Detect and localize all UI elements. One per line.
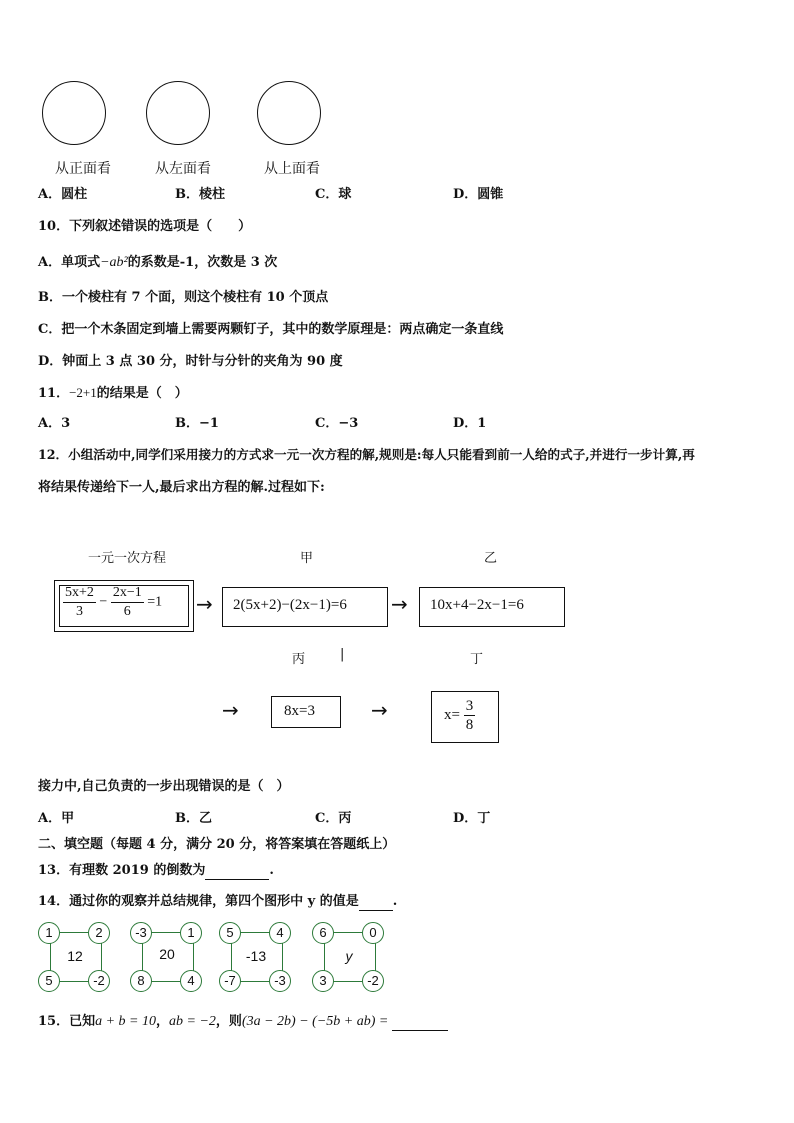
label-bar: | [340,647,345,662]
left-view-label: 从左面看 [155,161,211,177]
q13-answer-blank[interactable] [205,863,269,880]
node-bottom-left: 5 [38,970,60,992]
node-bottom-right: 4 [180,970,202,992]
arrow-3: → [222,698,239,722]
q15-sep: ， [156,1014,170,1029]
top-view-label: 从上面看 [264,161,320,177]
fraction-1-denominator: 3 [75,604,83,619]
node-bottom-right: -2 [88,970,110,992]
node-top-right: 0 [362,922,384,944]
equation-ding [444,697,475,734]
q10-option-a [38,255,277,271]
section-2-heading: 二、填空题（每题 4 分，满分 20 分，将答案填在答题纸上） [38,837,396,852]
front-view-circle [42,81,106,145]
label-equation: 一元一次方程 [88,551,167,566]
label-bing: 丙 [292,652,306,667]
q11-option-b: B．−1 [175,416,219,431]
q9-option-b: B．棱柱 [175,187,225,202]
q13-end: . [269,863,274,878]
node-top-left: 6 [312,922,334,944]
q14-text: 14．通过你的观察并总结规律，第四个图形中 y 的值是 [38,894,359,909]
q11-option-c: C．−3 [315,416,359,431]
q11-expr: −2+1 [69,385,97,400]
fraction-1 [63,584,96,621]
q15-mid: ，则 [215,1014,242,1029]
figure-center-value: y [345,948,353,964]
node-bottom-left: -7 [219,970,241,992]
label-yi: 乙 [484,551,498,566]
minus-sign: − [99,594,108,610]
fraction-2-numerator: 2x−1 [111,584,144,603]
q15 [38,1014,448,1031]
figure-center-value: -13 [245,948,267,964]
label-ding: 丁 [470,652,484,667]
node-bottom-left: 8 [130,970,152,992]
node-bottom-right: -3 [269,970,291,992]
equation-original [63,584,162,621]
q10-a-prefix: A．单项式 [38,255,101,270]
q13-text: 13．有理数 2019 的倒数为 [38,863,206,878]
label-jia: 甲 [300,551,314,566]
fraction-3-8-numerator: 3 [465,698,474,714]
front-view-label: 从正面看 [55,161,111,177]
q12-question: 接力中,自己负责的一步出现错误的是（ ） [38,779,290,794]
figure-center-value: 12 [67,948,83,964]
node-top-right: 4 [269,922,291,944]
top-view-circle [257,81,321,145]
arrow-4: → [371,698,388,722]
equation-yi: 10x+4−2x−1=6 [430,597,524,613]
equation-box-jia [222,587,388,627]
equation-rhs: =1 [147,594,163,610]
node-top-right: 2 [88,922,110,944]
q12-stem-line1: 12．小组活动中,同学们采用接力的方式求一元一次方程的解,规则是:每人只能看到前一人给的式子,并进行一步计算,再 [38,447,695,462]
q10-a-expr: −ab² [100,255,128,270]
q15-expr1: a + b = 10 [95,1014,156,1029]
q15-expr2: ab = −2 [169,1014,216,1029]
node-top-left: 5 [219,922,241,944]
pattern-figure-1 [38,920,108,992]
node-top-left: -3 [130,922,152,944]
equation-box-original [54,580,194,632]
q14-end: . [392,894,398,909]
equation-box-bing [271,696,341,728]
q12-option-c: C．丙 [315,811,352,826]
equation-box-yi [419,587,565,627]
pattern-figure-3 [219,920,289,992]
q9-option-d: D．圆锥 [453,187,504,202]
q14-answer-blank[interactable] [359,894,393,911]
pattern-figure-4 [312,920,382,992]
q11-stem [38,385,188,402]
equation-box-ding [431,691,499,743]
fraction-2-denominator: 6 [123,604,131,619]
equation-bing: 8x=3 [284,703,315,719]
q11-option-a: A．3 [38,416,71,431]
q11-prefix: 11． [38,386,70,401]
pattern-figure-2 [130,920,200,992]
q15-answer-blank[interactable] [392,1014,448,1031]
fraction-2 [111,584,144,621]
q10-option-b: B．一个棱柱有 7 个面，则这个棱柱有 10 个顶点 [38,290,329,305]
q13 [38,863,274,880]
node-bottom-left: 3 [312,970,334,992]
q14 [38,894,397,911]
q11-option-d: D．1 [453,416,487,431]
q12-option-a: A．甲 [38,811,75,826]
q15-expr3: (3a − 2b) − (−5b + ab) = [241,1014,389,1029]
equation-ding-lhs: x= [444,707,460,723]
q10-a-suffix: 的系数是-1，次数是 3 次 [127,255,278,270]
q10-option-c: C．把一个木条固定到墙上需要两颗钉子，其中的数学原理是：两点确定一条直线 [38,322,504,337]
q12-option-b: B．乙 [175,811,212,826]
arrow-2: → [391,592,408,616]
node-top-right: 1 [180,922,202,944]
q11-suffix: 的结果是（ ） [96,386,188,401]
figure-center-value: 20 [159,946,175,962]
fraction-3-8-denominator: 8 [465,717,474,733]
q12-option-d: D．丁 [453,811,491,826]
node-bottom-right: -2 [362,970,384,992]
q10-stem: 10．下列叙述错误的选项是（ ） [38,219,252,234]
q9-option-c: C．球 [315,187,352,202]
fraction-3-8 [464,697,476,734]
q10-option-d: D．钟面上 3 点 30 分，时针与分针的夹角为 90 度 [38,354,343,369]
arrow-1: → [196,592,213,616]
node-top-left: 1 [38,922,60,944]
equation-jia: 2(5x+2)−(2x−1)=6 [233,597,347,613]
q12-stem-line2: 将结果传递给下一人,最后求出方程的解.过程如下: [38,480,325,495]
q15-prefix: 15．已知 [38,1014,96,1029]
fraction-1-numerator: 5x+2 [63,584,96,603]
q9-option-a: A．圆柱 [38,187,88,202]
left-view-circle [146,81,210,145]
